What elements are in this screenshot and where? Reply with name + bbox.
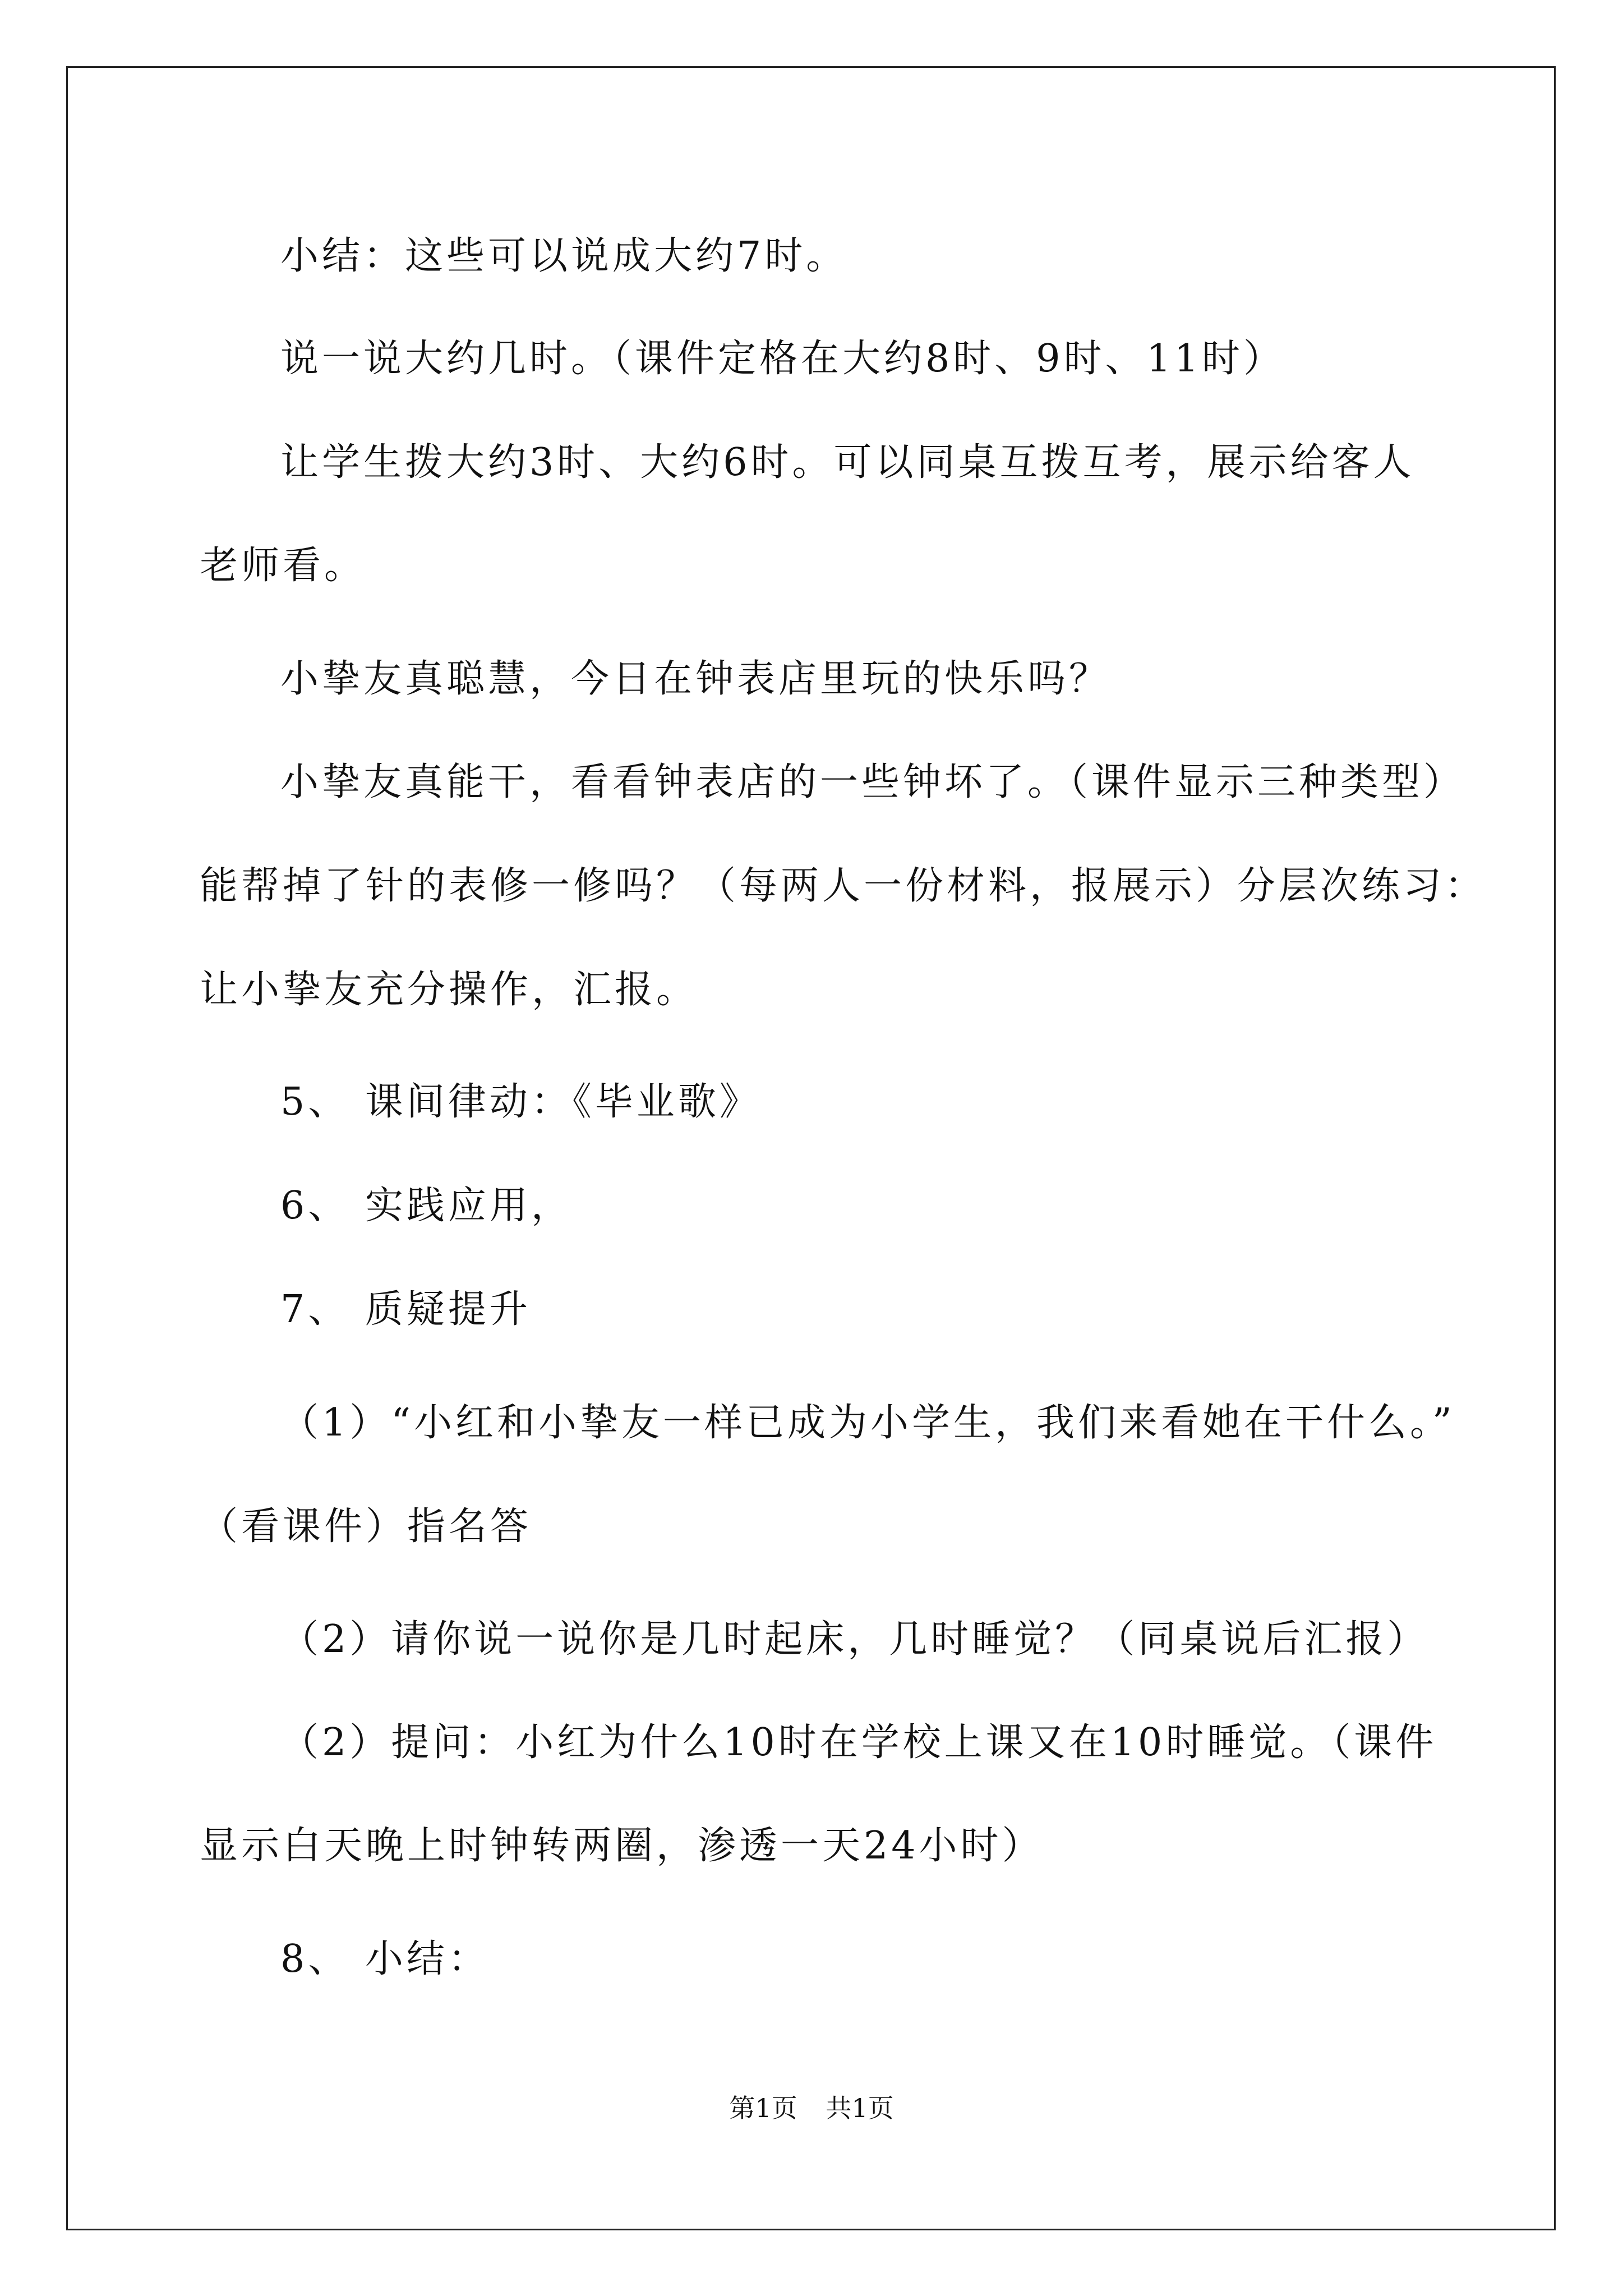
paragraph-broken-clocks-cont2: 让小挚友充分操作，汇报。: [200, 968, 698, 1012]
page-total: 共1页: [826, 2093, 894, 2123]
paragraph-summary-7: 小结：这些可以说成大约7时。: [280, 234, 848, 278]
paragraph-broken-clocks: 小挚友真能干，看看钟表店的一些钟坏了。（课件显示三种类型）: [280, 760, 1465, 804]
page-border: [66, 66, 1556, 2230]
page-number: 第1页: [729, 2093, 797, 2123]
paragraph-students-dial-cont: 老师看。: [200, 544, 366, 588]
item-2-question-cont: 显示白天晚上时钟转两圈，渗透一天24小时）: [200, 1824, 1044, 1868]
item-2-wake-sleep: （2）请你说一说你是几时起床，几时睡觉？（同桌说后汇报）: [280, 1617, 1429, 1662]
section-5-rhythm: 5、 课间律动：《毕业歌》: [280, 1080, 761, 1124]
section-6-practice: 6、 实践应用，: [280, 1184, 573, 1228]
paragraph-smart-friends: 小挚友真聪慧，今日在钟表店里玩的快乐吗？: [280, 657, 1111, 701]
section-8-summary: 8、 小结：: [280, 1937, 490, 1981]
item-2-question: （2）提问：小红为什么10时在学校上课又在10时睡觉。（课件: [280, 1720, 1437, 1765]
paragraph-say-about-time: 说一说大约几时。（课件定格在大约8时、9时、11时）: [280, 337, 1285, 381]
item-1-xiaohong: （1）“小红和小挚友一样已成为小学生，我们来看她在干什么。”: [280, 1401, 1455, 1445]
paragraph-students-dial: 让学生拨大约3时、大约6时。可以同桌互拨互考，展示给客人: [280, 440, 1415, 485]
paragraph-broken-clocks-cont1: 能帮掉了针的表修一修吗？（每两人一份材料，报展示）分层次练习：: [200, 864, 1487, 908]
page-footer: [0, 2091, 1623, 2125]
item-1-xiaohong-cont: （看课件）指名答: [200, 1504, 532, 1549]
section-7-question: 7、 质疑提升: [280, 1287, 531, 1332]
